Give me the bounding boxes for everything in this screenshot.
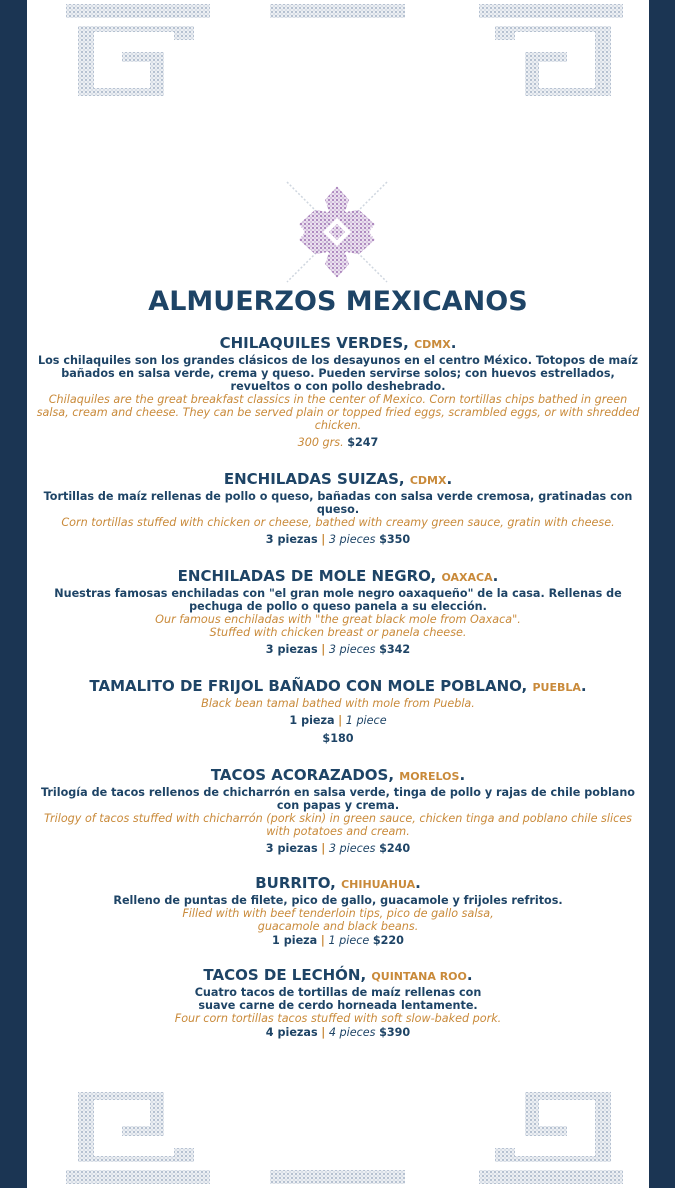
dish-title: CHILAQUILES VERDES, CDMX. <box>219 334 457 352</box>
dish-price-line: 4 piezas | 4 pieces $390 <box>265 1026 411 1039</box>
dish-region: CHIHUAHUA <box>341 878 416 891</box>
dish-region: PUEBLA <box>532 681 581 694</box>
menu-item <box>27 677 649 746</box>
greek-key-ornament-top-right <box>477 2 625 98</box>
menu-item <box>27 567 649 657</box>
dish-name: TACOS ACORAZADOS, <box>210 766 400 784</box>
dish-price: $390 <box>379 1026 411 1039</box>
dish-description-es: Trilogía de tacos rellenos de chicharrón en salsa verde, tinga de pollo y rajas de chile poblano con papas y crema. <box>41 786 635 812</box>
menu-item <box>27 470 649 547</box>
menu-item <box>27 874 649 948</box>
dish-region: CDMX <box>414 338 451 351</box>
page-title: ALMUERZOS MEXICANOS <box>148 286 528 317</box>
dish-name: BURRITO, <box>255 874 342 892</box>
dish-name: ENCHILADAS SUIZAS, <box>223 470 410 488</box>
dish-description-es: Cuatro tacos de tortillas de maíz rellenas con suave carne de cerdo horneada lentamente. <box>194 986 482 1012</box>
dish-description-es: Nuestras famosas enchiladas con "el gran mole negro oaxaqueño" de la casa. Rellenas de pechuga de pollo o queso panela a su elección. <box>54 587 622 613</box>
dish-description-es: Tortillas de maíz rellenas de pollo o queso, bañadas con salsa verde cremosa, gratinadas con queso. <box>43 490 633 516</box>
dish-portion-es: 3 piezas <box>265 643 318 656</box>
dish-title: TAMALITO DE FRIJOL BAÑADO CON MOLE POBLANO, PUEBLA. <box>89 677 587 695</box>
dish-description-en: Our famous enchiladas with "the great black mole from Oaxaca". Stuffed with chicken breast or panela cheese. <box>155 613 521 639</box>
dish-price-line <box>27 732 649 746</box>
dish-description-es: Los chilaquiles son los grandes clásicos de los desayunos en el centro México. Totopos de maíz bañados en salsa verde, crema y queso. Pueden servirse solos; con huevos estrellados, revueltos o con pollo deshebrado. <box>37 354 639 393</box>
left-border-bar <box>0 0 27 1188</box>
dish-description-en: Four corn tortillas tacos stuffed with soft slow-baked pork. <box>174 1012 502 1025</box>
dish-price-line: 1 pieza | 1 piece $220 <box>272 934 404 947</box>
dish-description-en: Filled with with beef tenderloin tips, pico de gallo salsa, guacamole and black beans. <box>182 907 494 933</box>
dish-title: TACOS ACORAZADOS, MORELOS. <box>210 766 466 784</box>
dish-portion-es: 4 piezas <box>265 1026 318 1039</box>
dish-price: $220 <box>372 934 404 947</box>
dish-price-line: 3 piezas | 3 pieces $240 <box>265 842 411 855</box>
dish-name: TACOS DE LECHÓN, <box>203 966 372 984</box>
dish-title: TACOS DE LECHÓN, QUINTANA ROO. <box>203 966 473 984</box>
greek-key-ornament-bottom-right <box>477 1090 625 1186</box>
dish-portion-en: 1 piece <box>328 934 370 947</box>
dish-name: ENCHILADAS DE MOLE NEGRO, <box>177 567 442 585</box>
dish-portion-es: 1 pieza <box>289 714 335 727</box>
dish-description-en: Black bean tamal bathed with mole from Puebla. <box>201 697 475 710</box>
dish-description-en: Corn tortillas stuffed with chicken or cheese, bathed with creamy green sauce, gratin with cheese. <box>61 516 615 529</box>
dish-price-line: 3 piezas | 3 pieces $342 <box>265 643 411 656</box>
greek-key-ornament-bottom-center <box>270 1168 405 1186</box>
dish-price: $247 <box>347 436 379 449</box>
dish-price: $180 <box>322 732 354 745</box>
dish-portion-en: 3 pieces <box>328 643 376 656</box>
dish-title: BURRITO, CHIHUAHUA. <box>255 874 421 892</box>
dish-portion-es: 3 piezas <box>265 533 318 546</box>
dish-portion-en: 3 pieces <box>328 842 376 855</box>
dish-description-es: Relleno de puntas de filete, pico de gallo, guacamole y frijoles refritos. <box>113 894 563 907</box>
dish-portion: 300 grs. <box>297 436 344 449</box>
dish-price: $342 <box>379 643 411 656</box>
menu-list <box>27 334 649 1040</box>
dish-price: $350 <box>379 533 411 546</box>
greek-key-ornament-top-center <box>270 2 405 20</box>
dish-name: TAMALITO DE FRIJOL BAÑADO CON MOLE POBLANO, <box>89 677 533 695</box>
dish-region: MORELOS <box>399 770 460 783</box>
right-border-bar <box>649 0 675 1188</box>
menu-item <box>27 766 649 856</box>
dish-portion-line: 1 pieza | 1 piece <box>289 714 387 727</box>
dish-portion-es: 3 piezas <box>265 842 318 855</box>
dish-price-line: 3 piezas | 3 pieces $350 <box>265 533 411 546</box>
flower-cross-stitch-ornament <box>283 178 391 286</box>
dish-portion-es: 1 pieza <box>272 934 318 947</box>
dish-title: ENCHILADAS DE MOLE NEGRO, OAXACA. <box>177 567 499 585</box>
dish-portion-en: 3 pieces <box>328 533 376 546</box>
dish-region: QUINTANA ROO <box>371 970 467 983</box>
menu-item <box>27 966 649 1040</box>
greek-key-ornament-top-left <box>64 2 212 98</box>
dish-price-line <box>27 436 649 450</box>
dish-price: $240 <box>379 842 411 855</box>
dish-title: ENCHILADAS SUIZAS, CDMX. <box>223 470 453 488</box>
dish-description-en: Trilogy of tacos stuffed with chicharrón (pork skin) in green sauce, chicken tinga and poblano chile slices with potatoes and cream. <box>44 812 632 838</box>
greek-key-ornament-bottom-left <box>64 1090 212 1186</box>
dish-portion-en: 4 pieces <box>328 1026 376 1039</box>
dish-region: CDMX <box>409 474 447 487</box>
dish-name: CHILAQUILES VERDES, <box>219 334 415 352</box>
dish-region: OAXACA <box>441 571 493 584</box>
dish-portion-en: 1 piece <box>345 714 387 727</box>
menu-item <box>27 334 649 450</box>
dish-description-en: Chilaquiles are the great breakfast classics in the center of Mexico. Corn tortillas chips bathed in green salsa, cream and cheese. They can be served plain or topped fried eggs, scrambled eggs, or with shredded chicken. <box>36 393 640 432</box>
